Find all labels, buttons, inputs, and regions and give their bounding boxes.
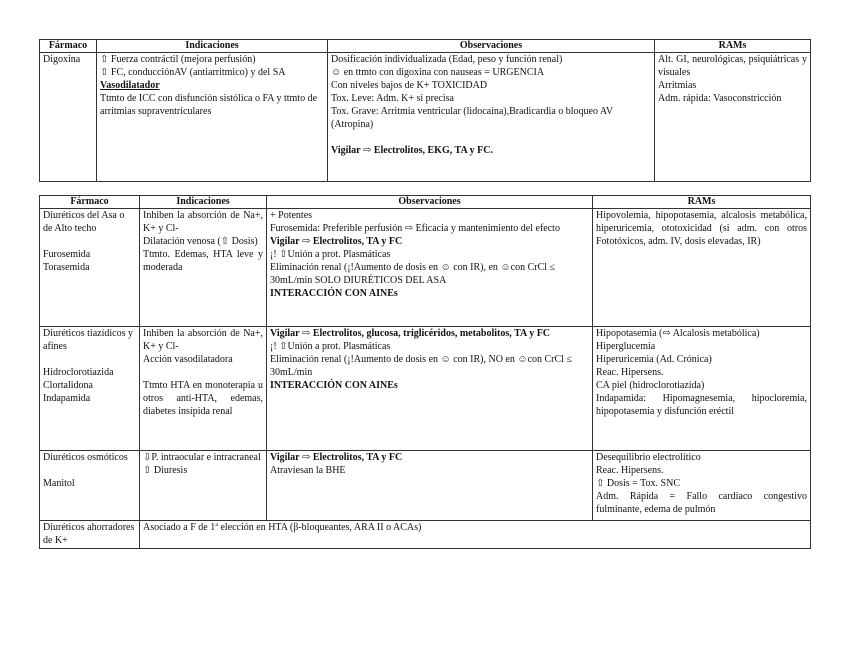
observaciones-cell [267, 209, 593, 327]
text-line: ⇧ Dosis = Tox. SNC [596, 478, 680, 489]
rams-cell [593, 451, 811, 521]
table-row [40, 53, 811, 182]
text-line: Vigilar ⇨ Electrolitos, TA y FC [270, 236, 403, 247]
text-line: Arritmias [658, 80, 697, 91]
rams-cell [655, 53, 811, 182]
observaciones-cell [328, 53, 655, 182]
text-line: ⇧ FC, conducciónAV (antiarritmico) y del SA [100, 67, 286, 78]
spacer [143, 366, 263, 379]
text-line: Dilatación venosa (⇧ Dosis) [143, 236, 258, 247]
text-line: Hipovolemia, hipopotasemia, alcalosis metabólica, hiperuricemia, ototoxicidad (si adm. con otros Fototóxicos, adm. IV, dosis elevadas, IR) [596, 210, 807, 247]
table-header-row [40, 40, 811, 53]
text-line: Manitol [43, 478, 75, 489]
text-line: Inhiben la absorción de Na+, K+ y Cl- [143, 210, 263, 234]
rams-cell [593, 209, 811, 327]
text-line: Ttmto de ICC con disfunción sistólica o FA y ttmto de arritmias supraventriculares [100, 93, 318, 117]
text-line: Reac. Hipersens. [596, 465, 664, 476]
text-line: Ttmto HTA en monoterapia u otros anti-HTA, edemas, diabetes insípida renal [143, 380, 263, 417]
rams-cell [593, 327, 811, 451]
text-line: Vigilar ⇨ Electrolitos, glucosa, triglicéridos, metabolitos, TA y FC [270, 328, 551, 339]
text-line: Atraviesan la BHE [270, 465, 346, 476]
text-line: Eliminación renal (¡!Aumento de dosis en ☺ con IR), en ☺con CrCl ≤ 30mL/min SOLO DIURÉTICOS DEL ASA [270, 262, 556, 286]
table-row [40, 451, 811, 521]
farmaco-cell [40, 451, 140, 521]
spacer [43, 464, 136, 477]
text-line: ⇩P. intraocular e intracraneal [143, 452, 261, 463]
text-line: Vasodilatador [100, 80, 160, 91]
text-line: Vigilar ⇨ Electrolitos, TA y FC [270, 452, 403, 463]
text-line: ⇧ Diuresis [143, 465, 188, 476]
text-line: ☺ en ttmto con digoxina con nauseas = URGENCIA [331, 67, 545, 78]
header-rams: RAMs [593, 196, 811, 209]
text-line: Tox. Grave: Arritmia ventricular (lidocaína),Bradicardia o bloqueo AV (Atropina) [331, 106, 613, 130]
text-line: Desequilibrio electrolítico [596, 452, 701, 463]
text-line: Diuréticos tiazídicos y afines [43, 328, 133, 352]
header-farmaco: Fármaco [40, 40, 97, 53]
spacer [331, 131, 651, 144]
text-line: Indapamida [43, 393, 91, 404]
diureticos-table [39, 195, 811, 549]
indicaciones-span-cell [140, 521, 811, 549]
header-farmaco: Fármaco [40, 196, 140, 209]
farmaco-cell: Digoxina [40, 53, 97, 182]
text-line: Furosemida [43, 249, 91, 260]
header-rams: RAMs [655, 40, 811, 53]
farmaco-cell [40, 209, 140, 327]
indicaciones-cell [140, 451, 267, 521]
observaciones-cell [267, 451, 593, 521]
text-line: INTERACCIÓN CON AINEs [270, 288, 398, 299]
text-line: Adm. rápida: Vasoconstricción [658, 93, 782, 104]
farmaco-cell [40, 327, 140, 451]
table-row [40, 327, 811, 451]
header-indicaciones: Indicaciones [140, 196, 267, 209]
spacer [43, 235, 136, 248]
table-row [40, 521, 811, 549]
text-line: Diuréticos del Asa o de Alto techo [43, 210, 125, 234]
indicaciones-cell [140, 209, 267, 327]
text-line: Acción vasodilatadora [143, 354, 233, 365]
header-indicaciones: Indicaciones [97, 40, 328, 53]
text-line: Clortalidona [43, 380, 93, 391]
digoxina-table [39, 39, 811, 182]
text-line: Eliminación renal (¡!Aumento de dosis en ☺ con IR), NO en ☺con CrCl ≤ 30mL/min [270, 354, 572, 378]
header-observaciones: Observaciones [267, 196, 593, 209]
text-line: ¡! ⇧Unión a prot. Plasmáticas [270, 341, 391, 352]
text-line: Con niveles bajos de K+ TOXICIDAD [331, 80, 488, 91]
indicaciones-cell [97, 53, 328, 182]
observaciones-cell [267, 327, 593, 451]
farmaco-cell [40, 521, 140, 549]
spacer [43, 353, 136, 366]
text-line: Diuréticos osmóticos [43, 452, 128, 463]
text-line: Furosemida: Preferible perfusión ⇨ Eficacia y mantenimiento del efecto [270, 223, 560, 234]
table-row [40, 209, 811, 327]
text-line: ¡! ⇧Unión a prot. Plasmáticas [270, 249, 391, 260]
text-line: CA piel (hidroclorotiazida) [596, 380, 705, 391]
text-line: Hiperuricemia (Ad. Crónica) [596, 354, 712, 365]
text-line: Ttmto. Edemas, HTA leve y moderada [143, 249, 263, 273]
text-line: Hiperglucemia [596, 341, 656, 352]
text-line: ⇧ Fuerza contráctil (mejora perfusión) [100, 54, 256, 65]
text-line: Vigilar ⇨ Electrolitos, EKG, TA y FC. [331, 145, 493, 156]
text-line: Inhiben la absorción de Na+, K+ y Cl- [143, 328, 263, 352]
text-line: Hipopotasemia (⇨ Alcalosis metabólica) [596, 328, 760, 339]
header-observaciones: Observaciones [328, 40, 655, 53]
text-line: Dosificación individualizada (Edad, peso y función renal) [331, 54, 563, 65]
text-line: Asociado a F de 1ª elección en HTA (β-bloqueantes, ARA II o ACAs) [143, 522, 422, 533]
indicaciones-cell [140, 327, 267, 451]
text-line: Adm. Rápida = Fallo cardiaco congestivo fulminante, edema de pulmón [596, 491, 807, 515]
text-line: Alt. GI, neurológicas, psiquiátricas y visuales [658, 54, 807, 78]
text-line: Tox. Leve: Adm. K+ si precisa [331, 93, 454, 104]
text-line: INTERACCIÓN CON AINEs [270, 380, 398, 391]
table-header-row [40, 196, 811, 209]
text-line: Torasemida [43, 262, 90, 273]
text-line: Reac. Hipersens. [596, 367, 664, 378]
text-line: Diuréticos ahorradores de K+ [43, 522, 135, 546]
text-line: + Potentes [270, 210, 313, 221]
text-line: Hidroclorotiazida [43, 367, 114, 378]
text-line: Indapamida: Hipomagnesemia, hipocloremia, hipopotasemia y disfunción eréctil [596, 393, 807, 417]
